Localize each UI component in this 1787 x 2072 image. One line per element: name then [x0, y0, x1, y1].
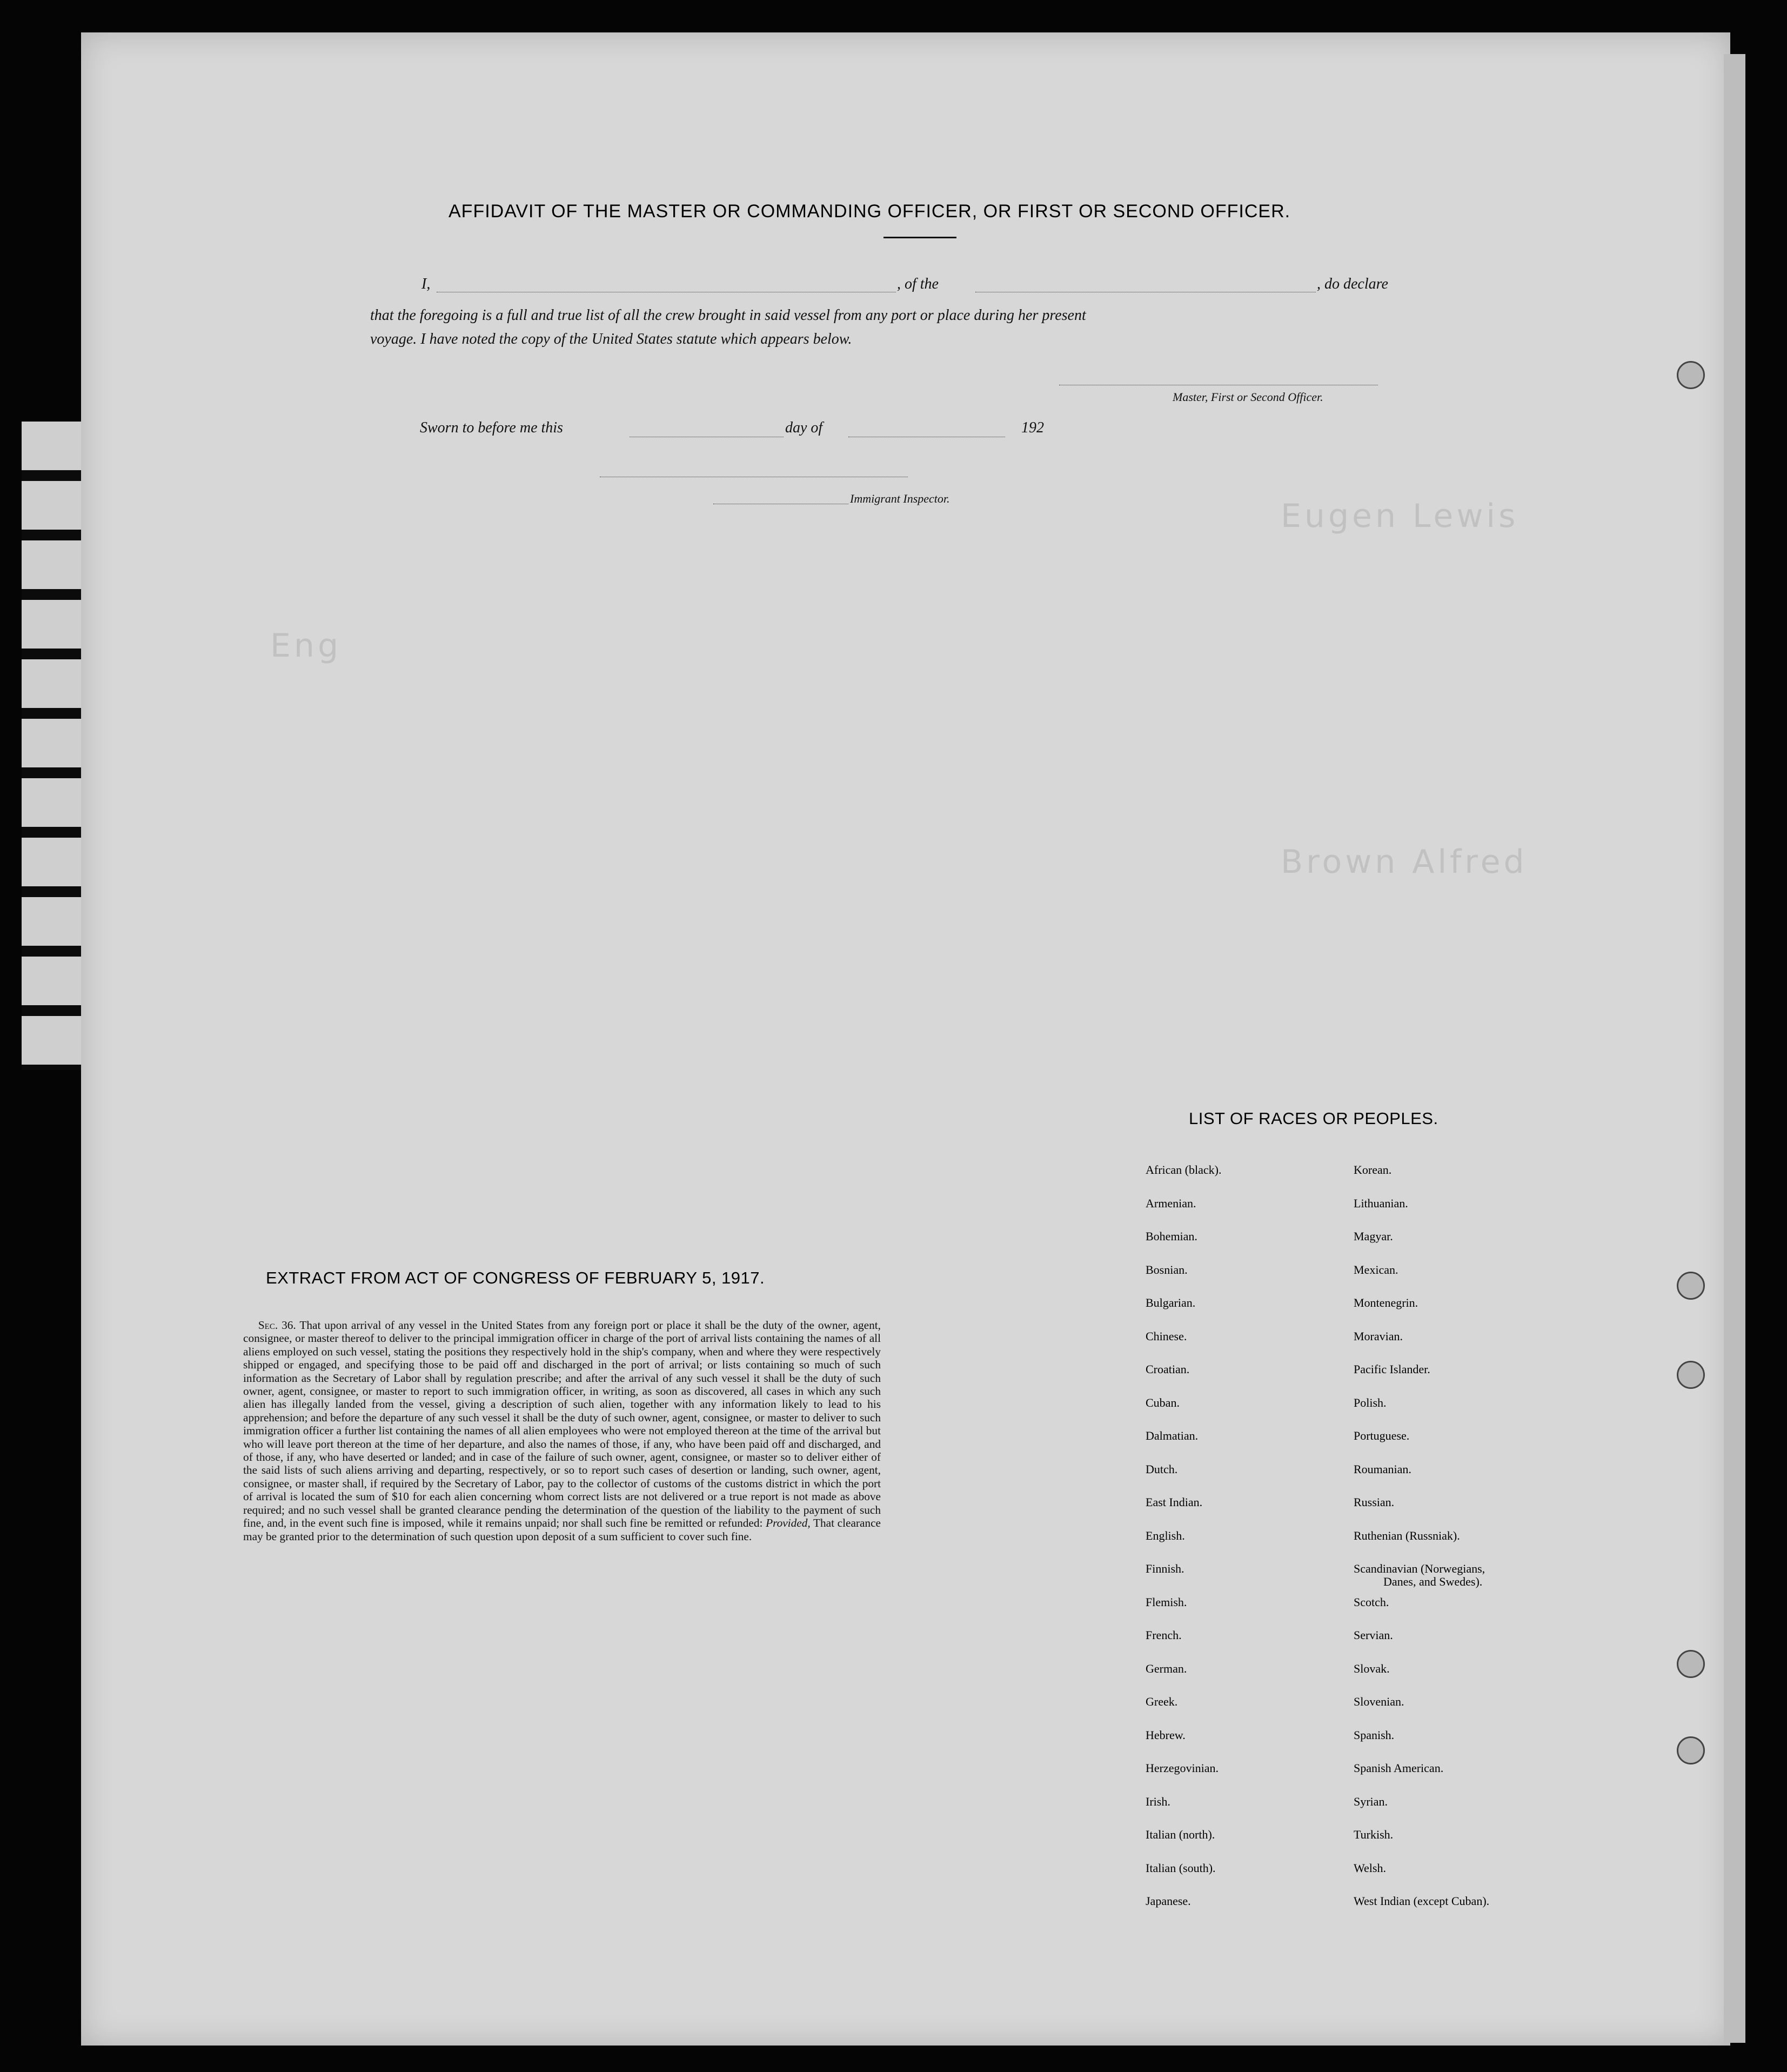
signature-caption: Master, First or Second Officer.	[1173, 390, 1323, 404]
race-item: Finnish.	[1146, 1562, 1184, 1575]
race-item: German.	[1146, 1661, 1187, 1675]
race-item	[1354, 1562, 1489, 1595]
race-item: Spanish American.	[1354, 1761, 1444, 1775]
race-item: Cuban.	[1146, 1395, 1180, 1409]
sworn-day-of: day of	[785, 419, 823, 436]
bleed-through-handwriting: Brown Alfred	[1281, 843, 1528, 881]
race-item: Pacific Islander.	[1354, 1362, 1430, 1376]
affidavit-statement-line2: voyage. I have noted the copy of the United States statute which appears below.	[370, 331, 852, 347]
race-item: Italian (south).	[1146, 1861, 1216, 1875]
affidavit-declare-label: , do declare	[1317, 276, 1388, 292]
races-column-right	[1354, 1163, 1489, 1928]
race-item: Dalmatian.	[1146, 1429, 1199, 1442]
race-item: French.	[1146, 1628, 1182, 1642]
punch-hole	[1677, 361, 1705, 389]
race-item: Moravian.	[1354, 1329, 1403, 1343]
race-item: Hebrew.	[1146, 1728, 1186, 1742]
race-item: Scotch.	[1354, 1595, 1389, 1609]
bleed-through-handwriting: Eugen Lewis	[1281, 497, 1519, 535]
race-item: Dutch.	[1146, 1462, 1178, 1476]
race-item: Russian.	[1354, 1495, 1395, 1509]
section-label: Sec. 36.	[258, 1319, 296, 1332]
race-item: Irish.	[1146, 1794, 1170, 1808]
race-item: African (black).	[1146, 1163, 1222, 1177]
race-item: Spanish.	[1354, 1728, 1395, 1742]
race-item: Bosnian.	[1146, 1262, 1188, 1276]
page-edge	[1724, 54, 1745, 2043]
races-title: LIST OF RACES OR PEOPLES.	[1189, 1109, 1438, 1128]
extract-body	[243, 1319, 881, 1543]
race-item: Slovak.	[1354, 1661, 1390, 1675]
race-item: Mexican.	[1354, 1262, 1398, 1276]
section-text: That upon arrival of any vessel in the United States from any foreign port or place it shall be the duty of the owner, agent, consignee, or master thereof to deliver to the principal immigration officer in charge of the port of arrival lists containing the names of all aliens employed on such vessel, stating the positions they respectively hold in the ship's company, when and where they were respectively shipped or engaged, and specifying those to be paid off and discharged in the port of arrival; or lists containing so much of such information as the Secretary of Labor shall by regulation prescribe; and after the arrival of any such vessel it shall be the duty of such owner, agent, consignee, or master to report to such immigration officer, in writing, as soon as discovered, all cases in which any such alien has illegally landed from the vessel, giving a description of such alien, together with any information likely to lead to his apprehension; and before the departure of any such vessel it shall be the duty of such owner, agent, consignee, or master to deliver to such immigration officer a further list containing the names of all alien employees who were not employed thereon at the time of the arrival but who will leave port thereon at the time of her departure, and also the names of those, if any, who have been paid off and discharged, and of those, if any, who have deserted or landed; and in case of the failure of such owner, agent, consignee, or master so to deliver either of the said lists of such aliens arriving and departing, respectively, or so to report such cases of desertion or landing, such owner, agent, consignee, or master shall, if required by the Secretary of Labor, pay to the collector of customs of the customs district in which the port of arrival is located the sum of $10 for each alien concerning whom correct lists are not delivered or a true report is not made as above required; and no such vessel shall be granted clearance pending the determination of the question of the liability to the payment of such fine, and, in the event such fine is imposed, while it remains unpaid; nor shall such fine be remitted or refunded:	[243, 1319, 881, 1530]
punch-hole	[1677, 1736, 1705, 1764]
race-item: Greek.	[1146, 1695, 1178, 1708]
race-item: Bulgarian.	[1146, 1296, 1196, 1309]
affidavit-of-the-label: , of the	[897, 276, 939, 292]
races-column-left	[1146, 1163, 1221, 1928]
race-item: Chinese.	[1146, 1329, 1187, 1343]
race-item: West Indian (except Cuban).	[1354, 1894, 1490, 1908]
affidavit-title: AFFIDAVIT OF THE MASTER OR COMMANDING OFFICER, OR FIRST OR SECOND OFFICER.	[449, 201, 1291, 222]
proviso-text: That clearance may be granted prior to the determination of such question upon deposit of a sum sufficient to cover such fine.	[243, 1516, 881, 1543]
race-item: Croatian.	[1146, 1362, 1190, 1376]
inspector-caption: Immigrant Inspector.	[850, 492, 950, 505]
extract-title: EXTRACT FROM ACT OF CONGRESS OF FEBRUARY 5, 1917.	[266, 1268, 765, 1287]
race-item: Bohemian.	[1146, 1229, 1197, 1243]
race-item: Welsh.	[1354, 1861, 1386, 1875]
affidavit-i-label: I,	[421, 276, 431, 292]
punch-hole	[1677, 1272, 1705, 1300]
race-item: Ruthenian (Russniak).	[1354, 1528, 1460, 1542]
race-item: Turkish.	[1354, 1828, 1394, 1841]
race-item: Slovenian.	[1354, 1695, 1404, 1708]
race-item: Italian (north).	[1146, 1828, 1215, 1841]
race-item: Servian.	[1354, 1628, 1393, 1642]
punch-hole	[1677, 1650, 1705, 1678]
race-item: Syrian.	[1354, 1794, 1388, 1808]
sworn-year: 192	[1021, 419, 1044, 436]
race-item: English.	[1146, 1528, 1185, 1542]
race-item: Herzegovinian.	[1146, 1761, 1219, 1775]
race-item: Montenegrin.	[1354, 1296, 1418, 1309]
affidavit-statement-line1: that the foregoing is a full and true list of all the crew brought in said vessel from any port or place during her present	[370, 307, 1086, 324]
race-item-line1: Scandinavian (Norwegians,	[1354, 1562, 1485, 1575]
title-underline	[884, 237, 956, 238]
race-item: Armenian.	[1146, 1196, 1196, 1210]
race-item: Portuguese.	[1354, 1429, 1410, 1442]
race-item-line2: Danes, and Swedes).	[1383, 1575, 1483, 1588]
race-item: East Indian.	[1146, 1495, 1203, 1509]
binding-tabs	[22, 422, 86, 1070]
race-item: Magyar.	[1354, 1229, 1393, 1243]
bleed-through-handwriting: Eng	[270, 627, 342, 665]
punch-hole	[1677, 1361, 1705, 1389]
proviso-label: Provided,	[766, 1516, 811, 1530]
race-item: Polish.	[1354, 1395, 1387, 1409]
race-item: Roumanian.	[1354, 1462, 1411, 1476]
race-item: Japanese.	[1146, 1894, 1191, 1908]
sworn-prefix: Sworn to before me this	[420, 419, 563, 436]
race-item: Lithuanian.	[1354, 1196, 1408, 1210]
race-item: Korean.	[1354, 1163, 1392, 1177]
race-item: Flemish.	[1146, 1595, 1187, 1609]
